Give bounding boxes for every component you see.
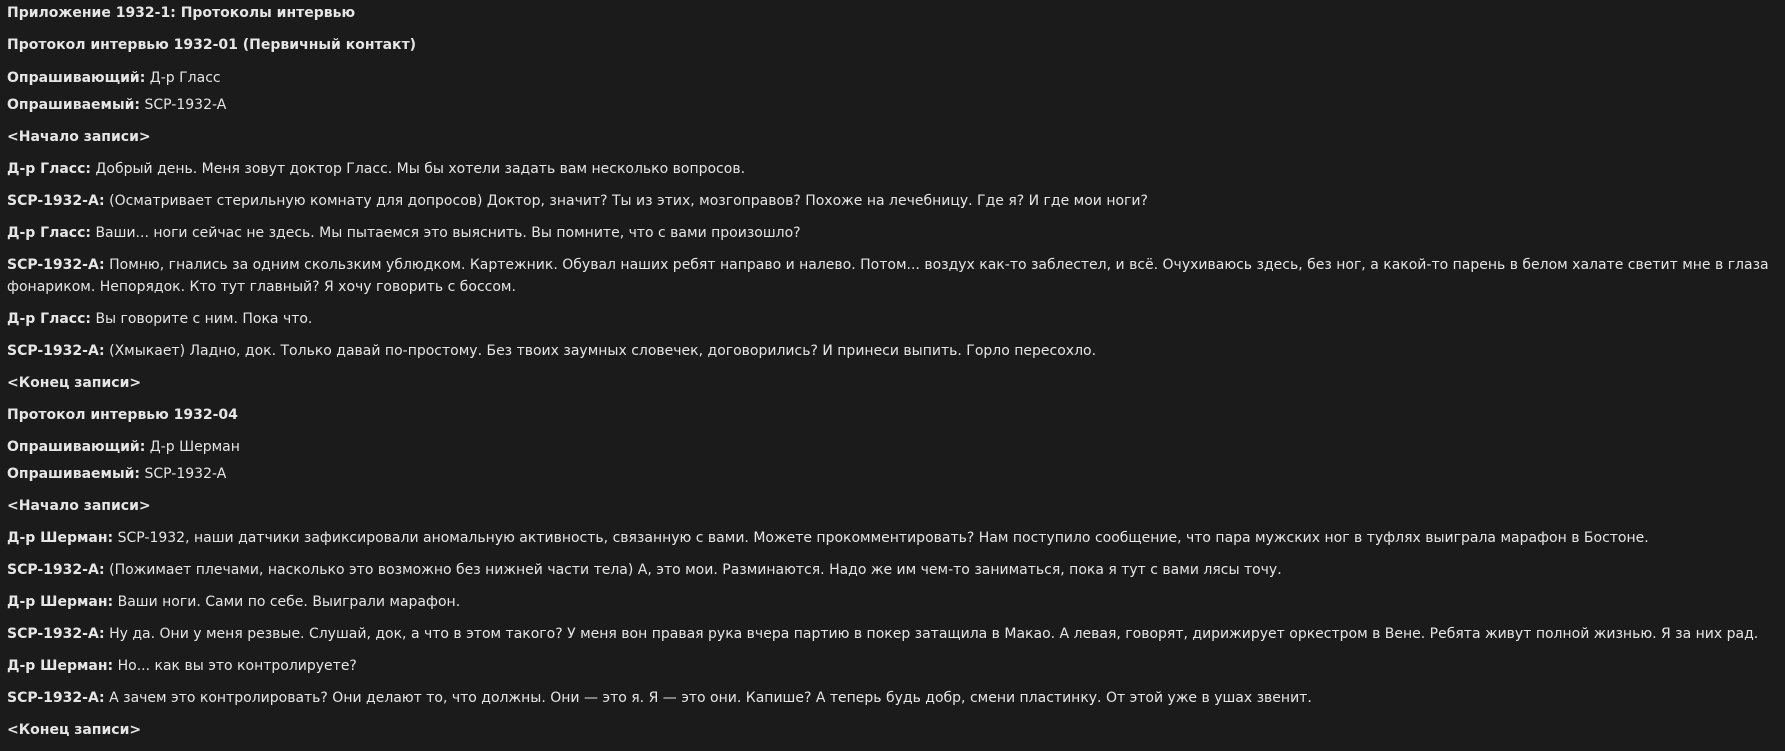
dialogue-line — [7, 527, 1778, 549]
record-start-marker: <Начало записи> — [7, 129, 151, 145]
speaker-label: SCP-1932-A: — [7, 562, 105, 578]
interviewee-name: SCP-1932-A — [144, 466, 227, 482]
record-end-marker: <Конец записи> — [7, 722, 142, 738]
dialogue-text: (Осматривает стерильную комнату для допросов) Доктор, значит? Ты из этих, мозгоправов? Похоже на лечебницу. Где я? И где мои ноги? — [109, 193, 1148, 209]
interview-title: Протокол интервью 1932-04 — [7, 407, 238, 423]
dialogue-line — [7, 222, 1778, 244]
dialogue-line — [7, 655, 1778, 677]
speaker-label: Д-р Гласс: — [7, 225, 91, 241]
appendix-title: Приложение 1932-1: Протоколы интервью — [7, 5, 356, 21]
interviewee-line — [7, 463, 1778, 485]
interviewer-label: Опрашивающий: — [7, 70, 146, 86]
interviewee-label: Опрашиваемый: — [7, 466, 141, 482]
speaker-label: SCP-1932-A: — [7, 626, 105, 642]
dialogue-text: Ваши... ноги сейчас не здесь. Мы пытаемся это выяснить. Вы помните, что с вами произошло? — [95, 225, 801, 241]
speaker-label: Д-р Гласс: — [7, 161, 91, 177]
dialogue-text: Но... как вы это контролируете? — [117, 658, 357, 674]
dialogue-line — [7, 559, 1778, 581]
speaker-label: SCP-1932-A: — [7, 343, 105, 359]
dialogue-line — [7, 340, 1778, 362]
interviewer-name: Д-р Гласс — [149, 70, 221, 86]
interview-title: Протокол интервью 1932-01 (Первичный контакт) — [7, 37, 417, 53]
interviewee-line — [7, 94, 1778, 116]
interviewee-label: Опрашиваемый: — [7, 97, 141, 113]
dialogue-text: Ваши ноги. Сами по себе. Выиграли марафон. — [117, 594, 461, 610]
record-end-marker: <Конец записи> — [7, 375, 142, 391]
dialogue-text: А зачем это контролировать? Они делают то, что должны. Они — это я. Я — это они. Капише? А теперь будь добр, смени пластинку. От этой уже в ушах звенит. — [109, 690, 1312, 706]
speaker-label: SCP-1932-A: — [7, 193, 105, 209]
speaker-label: Д-р Шерман: — [7, 530, 114, 546]
dialogue-text: Ну да. Они у меня резвые. Слушай, док, а что в этом такого? У меня вон правая рука вчера партию в покер затащила в Макао. А левая, говорят, дирижирует оркестром в Вене. Ребята живут полной жизнью. Я за них рад. — [109, 626, 1759, 642]
speaker-label: SCP-1932-A: — [7, 690, 105, 706]
interviewer-name: Д-р Шерман — [149, 439, 240, 455]
dialogue-line — [7, 591, 1778, 613]
interviewer-line — [7, 436, 1778, 458]
dialogue-text: (Пожимает плечами, насколько это возможно без нижней части тела) А, это мои. Разминаются. Надо же им чем-то заниматься, пока я тут с вами лясы точу. — [109, 562, 1282, 578]
dialogue-text: Помню, гнались за одним скользким ублюдком. Картежник. Обувал наших ребят направо и налево. Потом... воздух как-то заблестел, и всё. Очухиваюсь здесь, без ног, а какой-то парень в белом халате светит мне в глаза фонариком. Непорядок. Кто тут главный? Я хочу говорить с боссом. — [7, 257, 1769, 295]
dialogue-line — [7, 158, 1778, 180]
record-start-marker: <Начало записи> — [7, 498, 151, 514]
dialogue-line — [7, 190, 1778, 212]
dialogue-text: (Хмыкает) Ладно, док. Только давай по-простому. Без твоих заумных словечек, договорились? И принеси выпить. Горло пересохло. — [109, 343, 1097, 359]
dialogue-line — [7, 254, 1778, 298]
interviewee-name: SCP-1932-A — [144, 97, 227, 113]
speaker-label: Д-р Шерман: — [7, 594, 114, 610]
speaker-label: Д-р Гласс: — [7, 311, 91, 327]
dialogue-line — [7, 623, 1778, 645]
dialogue-line — [7, 308, 1778, 330]
dialogue-text: Вы говорите с ним. Пока что. — [95, 311, 313, 327]
interviewer-label: Опрашивающий: — [7, 439, 146, 455]
dialogue-text: Добрый день. Меня зовут доктор Гласс. Мы бы хотели задать вам несколько вопросов. — [95, 161, 746, 177]
speaker-label: Д-р Шерман: — [7, 658, 114, 674]
interviewer-line — [7, 67, 1778, 89]
speaker-label: SCP-1932-A: — [7, 257, 105, 273]
dialogue-text: SCP-1932, наши датчики зафиксировали аномальную активность, связанную с вами. Можете прокомментировать? Нам поступило сообщение, что пара мужских ног в туфлях выиграла марафон в Бостоне. — [117, 530, 1649, 546]
dialogue-line — [7, 687, 1778, 709]
